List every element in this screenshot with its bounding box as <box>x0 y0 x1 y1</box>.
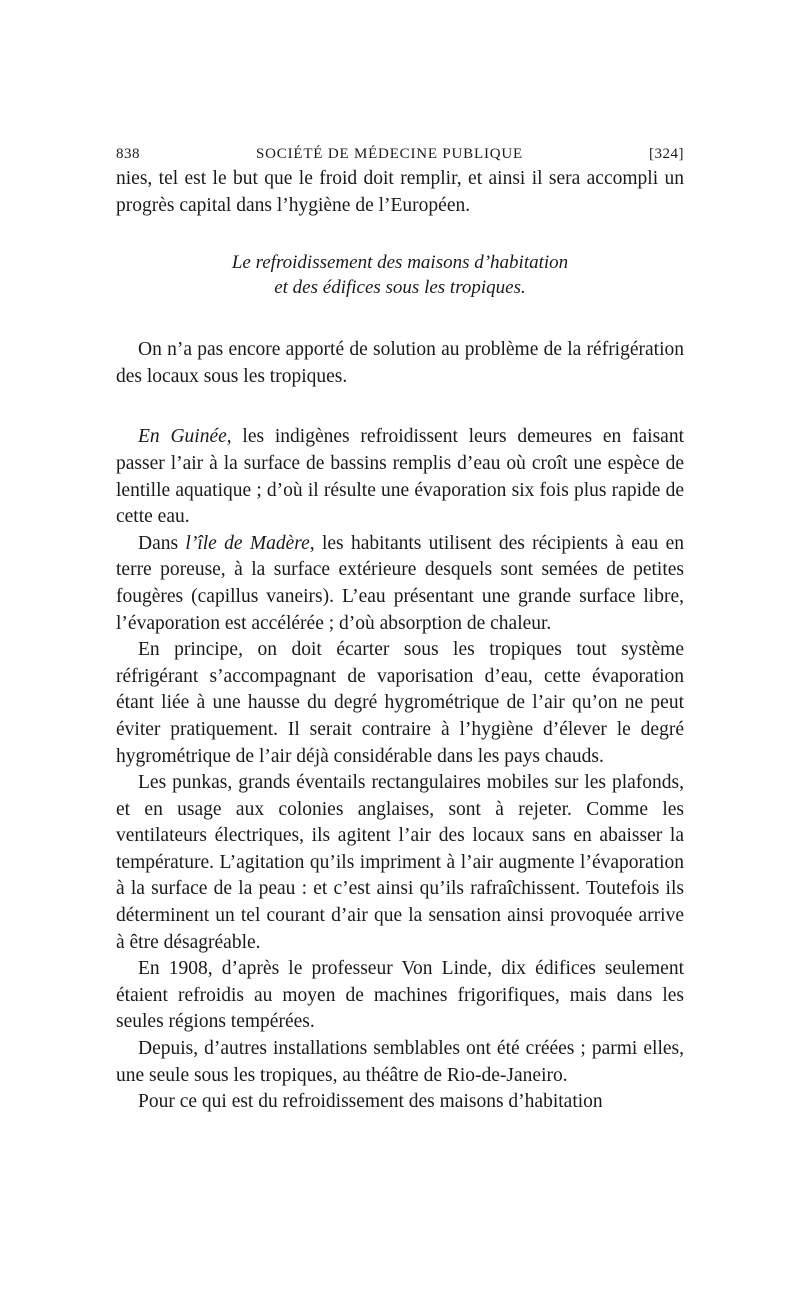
paragraph-madere-text: , les habitants utilisent des récipients à eau en terre poreuse, à la surface extérieure desquels sont semées de petites fougères (capillus vaneirs). L’eau présentant une grande surface libre, l’évaporation est accélérée ; d’où absorption de chaleur. <box>116 532 685 634</box>
paragraph-final: Pour ce qui est du refroidissement des maisons d’habitation <box>138 1091 603 1113</box>
paragraph-madere-lead: Dans <box>138 532 186 554</box>
paragraph-madere <box>116 531 684 637</box>
paragraph-intro: On n’a pas encore apporté de solution au problème de la réfrigération des locaux sous les tropiques. <box>116 339 684 387</box>
body-text <box>116 166 684 1116</box>
paragraph-principe: En principe, on doit écarter sous les tropiques tout système réfrigérant s’accompagnant de vaporisation d’eau, cette évaporation étant liée à une hausse du degré hygrométrique de l’air qu’on ne peut éviter pratiquement. Il serait contraire à l’hygiène d’élever le degré hygrométrique de l’air déjà considérable dans les pays chauds. <box>116 639 684 767</box>
paragraph-1908: En 1908, d’après le professeur Von Linde, dix édifices seulement étaient refroidis au moyen de machines frigorifiques, mais dans les seules régions tempérées. <box>116 958 684 1033</box>
running-head <box>116 140 684 166</box>
paragraph-installations: Depuis, d’autres installations semblables ont été créées ; parmi elles, une seule sous les tropiques, au théâtre de Rio-de-Janeiro. <box>116 1038 684 1086</box>
place-name-guinee: En Guinée <box>138 426 227 448</box>
paragraph-continuation: nies, tel est le but que le froid doit remplir, et ainsi il sera accompli un progrès capital dans l’hygiène de l’Européen. <box>116 168 684 216</box>
section-heading <box>116 250 684 300</box>
paragraph-punkas: Les punkas, grands éventails rectangulaires mobiles sur les plafonds, et en usage aux colonies anglaises, sont à rejeter. Comme les ventilateurs électriques, ils agitent l’air des locaux sans en abaisser la température. L’agitation qu’ils impriment à l’air augmente l’évaporation à la surface de la peau : et c’est ainsi qu’ils rafraîchissent. Toutefois ils déterminent un tel courant d’air que la sensation ainsi provoquée arrive à être désagréable. <box>116 772 684 953</box>
page-number: 838 <box>116 146 140 162</box>
place-name-madere: l’île de Madère <box>185 532 310 554</box>
running-title: SOCIÉTÉ DE MÉDECINE PUBLIQUE <box>256 146 523 162</box>
book-page <box>116 140 684 1116</box>
page-reference: [324] <box>649 146 684 162</box>
paragraph-guinee <box>116 424 684 530</box>
section-heading-line-2: et des édifices sous les tropiques. <box>274 277 526 299</box>
section-heading-line-1: Le refroidissement des maisons d’habitation <box>231 252 569 274</box>
paragraph-guinee-text: , les indigènes refroidissent leurs demeures en faisant passer l’air à la surface de bassins remplis d’eau où croît une espèce de lentille aquatique ; d’où il résulte une évaporation six fois plus rapide de cette eau. <box>116 426 684 528</box>
